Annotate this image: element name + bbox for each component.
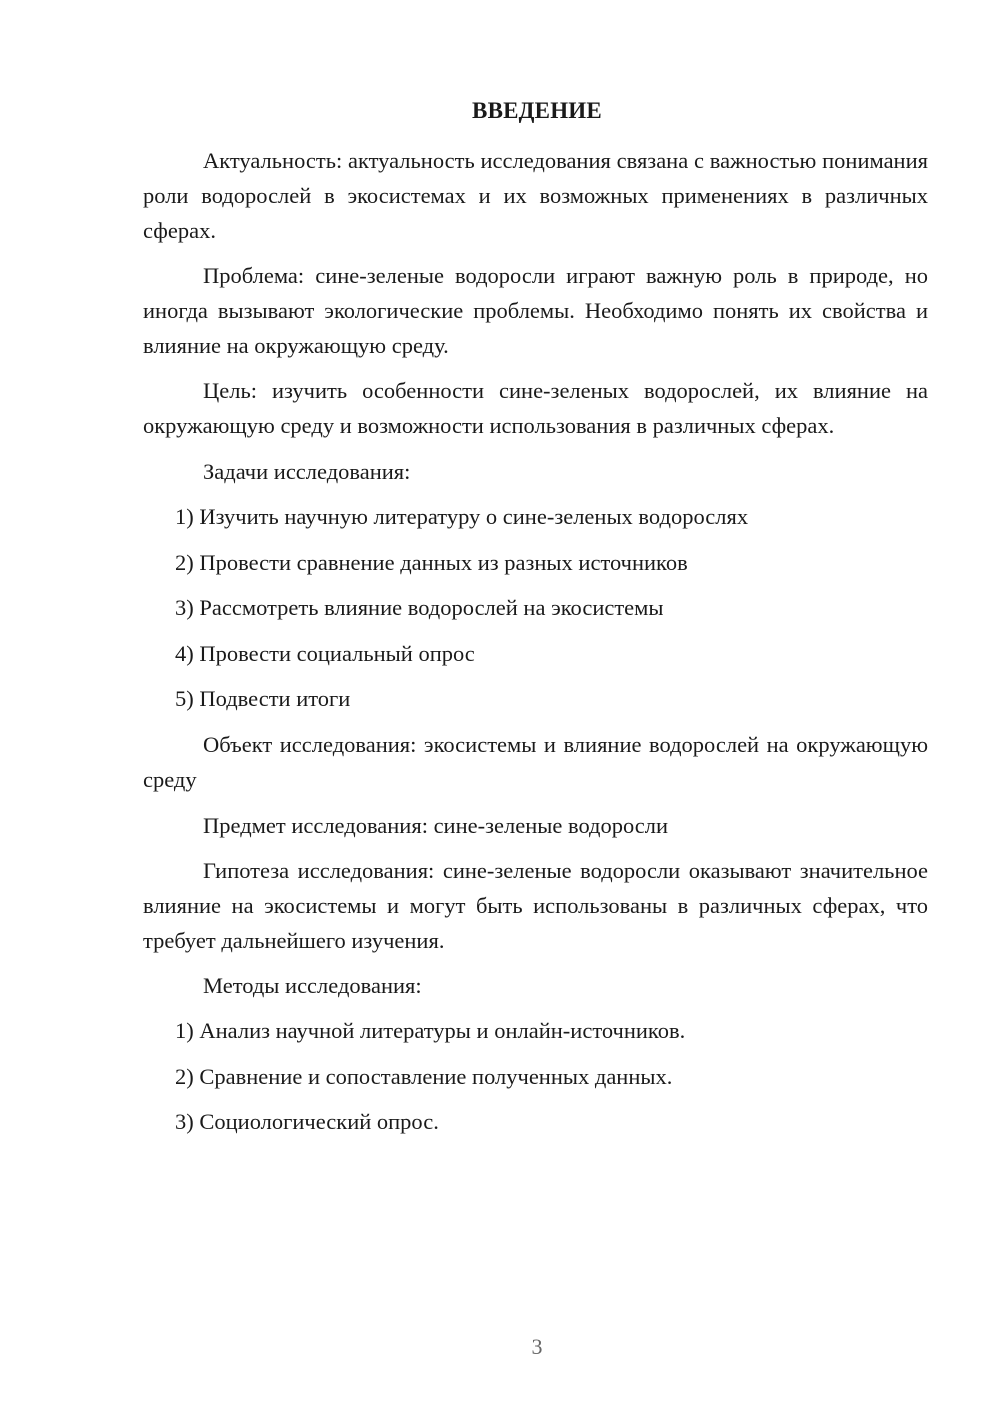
tasks-heading: Задачи исследования: [203, 459, 411, 484]
object-paragraph: Объект исследования: экосистемы и влияние водорослей на окружающую среду [143, 732, 928, 792]
method-item: 1) Анализ научной литературы и онлайн-источников. [175, 1018, 686, 1043]
methods-heading: Методы исследования: [203, 973, 422, 998]
relevance-paragraph: Актуальность: актуальность исследования связана с важностью понимания роли водорослей в экосистемах и их возможных применениях в различных сферах. [143, 148, 928, 243]
page-number: 3 [531, 1334, 543, 1359]
task-item: 2) Провести сравнение данных из разных источников [175, 550, 688, 575]
problem-paragraph: Проблема: сине-зеленые водоросли играют важную роль в природе, но иногда вызывают экологические проблемы. Необходимо понять их свойства и влияние на окружающую среду. [143, 263, 928, 358]
page-title: ВВЕДЕНИЕ [472, 98, 602, 123]
task-item: 3) Рассмотреть влияние водорослей на экосистемы [175, 595, 664, 620]
task-item: 1) Изучить научную литературу о сине-зеленых водорослях [175, 504, 749, 529]
task-item: 5) Подвести итоги [175, 686, 351, 711]
task-item: 4) Провести социальный опрос [175, 641, 475, 666]
subject-line: Предмет исследования: сине-зеленые водоросли [203, 813, 669, 838]
goal-paragraph: Цель: изучить особенности сине-зеленых водорослей, их влияние на окружающую среду и возможности использования в различных сферах. [143, 378, 928, 438]
method-item: 2) Сравнение и сопоставление полученных данных. [175, 1064, 673, 1089]
method-item: 3) Социологический опрос. [175, 1109, 439, 1134]
hypothesis-paragraph: Гипотеза исследования: сине-зеленые водоросли оказывают значительное влияние на экосистемы и могут быть использованы в различных сферах, что требует дальнейшего изучения. [143, 858, 928, 953]
